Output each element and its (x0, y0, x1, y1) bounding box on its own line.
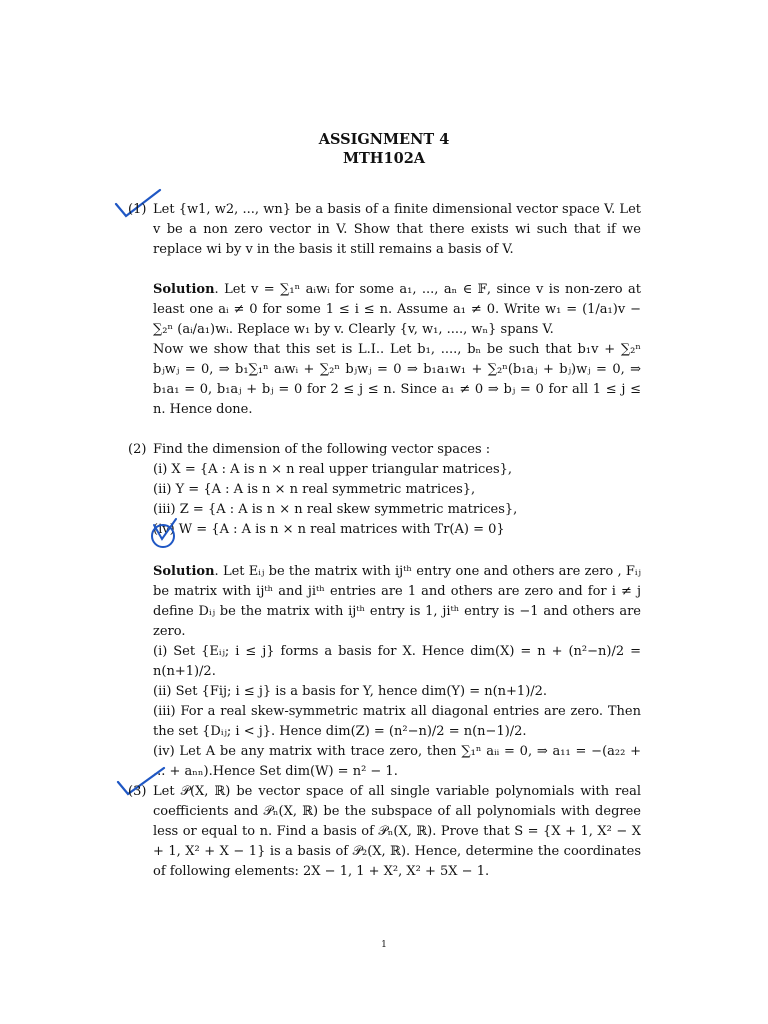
question-1-number: (1) (128, 202, 147, 217)
question-2-item-1: (i) X = {A : A is n × n real upper triangular matrices}, (153, 462, 513, 477)
question-2-item-2: (ii) Y = {A : A is n × n real symmetric matrices}, (153, 482, 476, 497)
solution-1-paragraph-2: Now we show that this set is L.I.. Let b₁, ...., bₙ be such that b₁v + ∑₂ⁿ bⱼwⱼ = 0, ⇒ b₁∑₁ⁿ aᵢwᵢ + ∑₂ⁿ bⱼwⱼ = 0 ⇒ b₁a₁w₁ + ∑₂ⁿ(b₁aⱼ + bⱼ)wⱼ = 0, ⇒ b₁a₁ = 0, b₁aⱼ + bⱼ = 0 for 2 ≤ j ≤ n. Since a₁ ≠ 0 ⇒ bⱼ = 0 for all 1 ≤ j ≤ n. Hence done. (153, 342, 641, 417)
document-header (0, 130, 768, 168)
question-2 (153, 440, 641, 540)
solution-2-paragraph-1: . Let Eᵢⱼ be the matrix with ijᵗʰ entry one and others are zero , Fᵢⱼ be matrix with ijᵗʰ and jiᵗʰ entries are 1 and others are zero and for i ≠ j define Dᵢⱼ be the matrix with ijᵗʰ entry is 1, jiᵗʰ entry is −1 and others are zero. (153, 564, 641, 639)
question-2-intro: Find the dimension of the following vector spaces : (153, 442, 491, 457)
circle-check-icon (146, 517, 182, 551)
solution-2-line-4: (iv) Let A be any matrix with trace zero, then ∑₁ⁿ aᵢᵢ = 0, ⇒ a₁₁ = −(a₂₂ + ... + aₙₙ).Hence Set dim(W) = n² − 1. (153, 744, 641, 779)
question-1-solution (153, 280, 641, 420)
solution-1-paragraph-1: . Let v = ∑₁ⁿ aᵢwᵢ for some a₁, ..., aₙ ∈ 𝔽, since v is non-zero at least one aᵢ ≠ 0 for some 1 ≤ i ≤ n. Assume a₁ ≠ 0. Write w₁ = (1/a₁)v − ∑₂ⁿ (aᵢ/a₁)wᵢ. Replace w₁ by v. Clearly {v, w₁, ...., wₙ} spans V. (153, 282, 641, 337)
question-2-item-4: (iv) W = {A : A is n × n real matrices with Tr(A) = 0} (153, 522, 505, 537)
question-1 (153, 200, 641, 260)
question-2-item-3: (iii) Z = {A : A is n × n real skew symmetric matrices}, (153, 502, 518, 517)
solution-label: Solution (153, 564, 215, 579)
assignment-title: ASSIGNMENT 4 (318, 131, 450, 148)
course-code: MTH102A (342, 150, 426, 167)
question-3-text: Let 𝒫(X, ℝ) be vector space of all single variable polynomials with real coefficients and 𝒫ₙ(X, ℝ) be the subspace of all polynomials with degree less or equal to n. Find a basis of 𝒫ₙ(X, ℝ). Prove that S = {X + 1, X² − X + 1, X² + X − 1} is a basis of 𝒫₂(X, ℝ). Hence, determine the coordinates of following elements: 2X − 1, 1 + X², X² + 5X − 1. (153, 784, 641, 879)
page-number: 1 (381, 940, 387, 950)
solution-2-line-3: (iii) For a real skew-symmetric matrix all diagonal entries are zero. Then the set {Dᵢⱼ; i < j}. Hence dim(Z) = (n²−n)/2 = n(n−1)/2. (153, 704, 641, 739)
question-2-number: (2) (128, 442, 147, 457)
solution-2-line-1: (i) Set {Eᵢⱼ; i ≤ j} forms a basis for X. Hence dim(X) = n + (n²−n)/2 = n(n+1)/2. (153, 644, 641, 679)
question-2-solution (153, 562, 641, 782)
question-1-text: Let {w1, w2, ..., wn} be a basis of a finite dimensional vector space V. Let v be a non zero vector in V. Show that there exists wi such that if we replace wi by v in the basis it still remains a basis of V. (153, 202, 641, 257)
solution-2-line-2: (ii) Set {Fij; i ≤ j} is a basis for Y, hence dim(Y) = n(n+1)/2. (153, 684, 548, 699)
question-3-number: (3) (128, 784, 147, 799)
question-3 (153, 782, 641, 882)
solution-label: Solution (153, 282, 215, 297)
